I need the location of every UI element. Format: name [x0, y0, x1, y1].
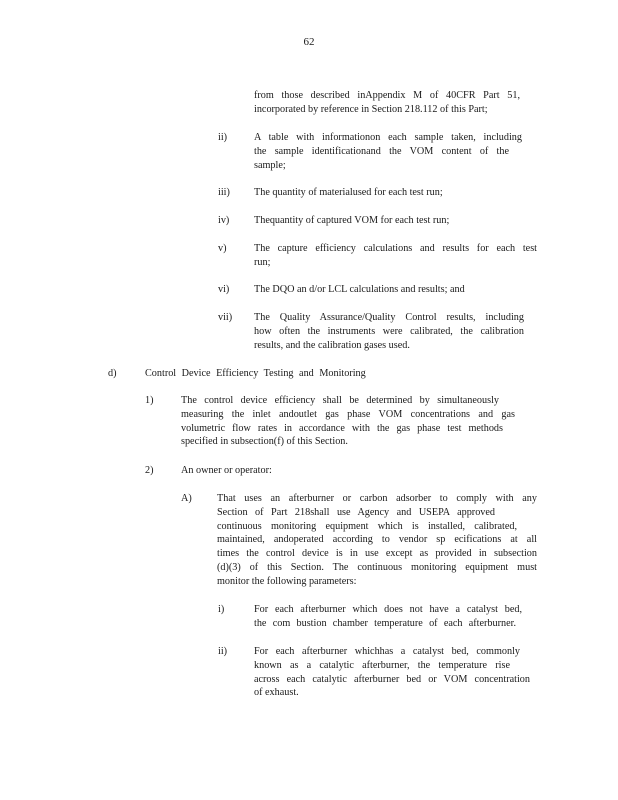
item-text-c-iv: [254, 214, 449, 228]
item-text-d-2-A-ii: [254, 645, 530, 700]
item-label-c-vii: vii): [218, 312, 233, 323]
text-line: specified in subsection(f) of this Section.: [181, 436, 348, 448]
text-line: across each catalytic afterburner bed or VOM concentration: [254, 673, 530, 685]
text-line: monitor the following parameters:: [217, 575, 357, 587]
text-line: A table with informationon each sample taken, including: [254, 132, 522, 143]
text-line: times the control device is in use except as provided in subsection: [217, 548, 537, 560]
text-line: The Quality Assurance/Quality Control results, including: [254, 312, 524, 323]
item-text-c-v: [254, 242, 537, 270]
section-title-d: [145, 367, 366, 381]
item-label-c-iv: iv): [218, 215, 230, 226]
text-line: from those described inAppendix M of 40CFR Part 51,: [254, 90, 520, 101]
text-line: The control device efficiency shall be determined by simultaneously: [181, 395, 499, 406]
item-label-c-vi: vi): [218, 284, 230, 295]
item-label-c-ii: ii): [218, 132, 228, 143]
text-line: known as a catalytic afterburner, the temperature rise: [254, 659, 510, 671]
item-label-d-2-A: A): [181, 493, 192, 504]
text-line: The DQO an d/or LCL calculations and results; and: [254, 284, 465, 295]
text-line: The capture efficiency calculations and results for each test: [254, 243, 537, 254]
text-line: (d)(3) of this Section. The continuous monitoring equipment must: [217, 561, 537, 573]
text-line: the com bustion chamber temperature of each afterburner.: [254, 617, 516, 629]
text-line: run;: [254, 256, 271, 268]
text-line: results, and the calibration gases used.: [254, 339, 410, 351]
text-line: sample;: [254, 159, 286, 171]
item-text-c-iii: [254, 186, 443, 200]
item-text-c-ii: [254, 131, 522, 172]
item-text-d-2-A: [217, 492, 537, 589]
text-line: measuring the inlet andoutlet gas phase VOM concentrations and gas: [181, 408, 515, 420]
text-line: volumetric flow rates in accordance with the gas phase test methods: [181, 422, 503, 434]
text-line: That uses an afterburner or carbon adsorber to comply with any: [217, 493, 537, 504]
text-line: the sample identificationand the VOM content of the: [254, 145, 509, 157]
continued-item-text: [254, 89, 520, 117]
section-label-d: d): [108, 368, 117, 379]
item-label-d-2-A-ii: ii): [218, 646, 228, 657]
text-line: Thequantity of captured VOM for each test run;: [254, 215, 450, 226]
item-text-d-1: [181, 394, 515, 449]
section-title-text: Control Device Efficiency Testing and Monitoring: [145, 368, 366, 379]
item-text-c-vii: [254, 311, 524, 352]
item-label-d-2: 2): [145, 465, 154, 476]
text-line: continuous monitoring equipment which is installed, calibrated,: [217, 520, 517, 532]
item-label-c-iii: iii): [218, 187, 230, 198]
item-label-d-2-A-i: i): [218, 604, 225, 615]
text-line: For each afterburner whichhas a catalyst bed, commonly: [254, 646, 520, 657]
item-label-c-v: v): [218, 243, 227, 254]
text-line: For each afterburner which does not have a catalyst bed,: [254, 604, 522, 615]
text-line: of exhaust.: [254, 687, 299, 699]
text-line: maintained, andoperated according to vendor sp ecifications at all: [217, 534, 537, 546]
text-line: how often the instruments were calibrated, the calibration: [254, 325, 524, 337]
text-line: incorporated by reference in Section 218.112 of this Part;: [254, 103, 488, 115]
text-line: Section of Part 218shall use Agency and USEPA approved: [217, 506, 495, 518]
text-line: An owner or operator:: [181, 465, 272, 476]
item-text-d-2-A-i: [254, 603, 522, 631]
item-text-c-vi: [254, 283, 465, 297]
text-line: The quantity of materialused for each test run;: [254, 187, 443, 198]
page-number: 62: [303, 36, 315, 48]
item-label-d-1: 1): [145, 395, 154, 406]
item-text-d-2: [181, 464, 272, 478]
